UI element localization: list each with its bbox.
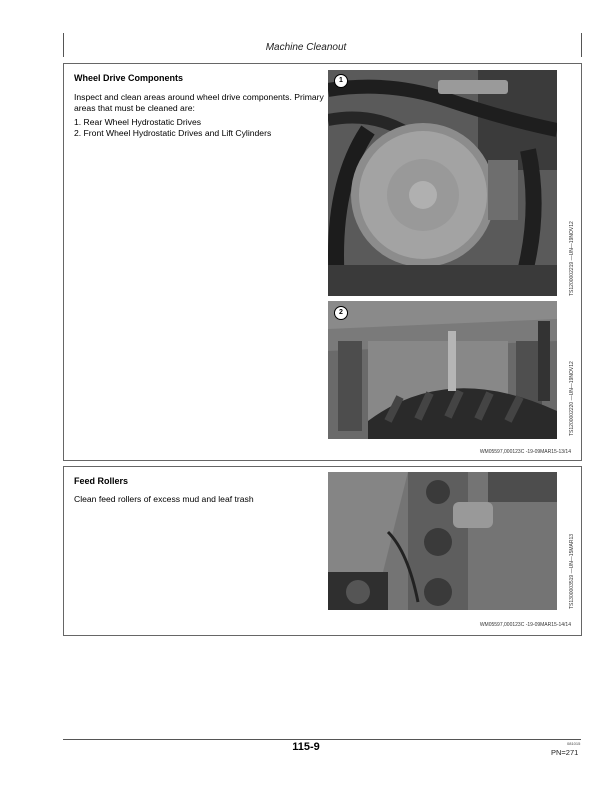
photo1-code: TS1200002219 —UN—19NOV12 — [569, 221, 575, 296]
wheel-drive-list — [74, 117, 271, 138]
wheel-drive-ref: WM05597,000123C -19-09MAR15-13/14 — [479, 449, 571, 455]
feed-rollers-panel — [63, 466, 582, 636]
wheel-drive-panel — [63, 63, 582, 461]
feed-rollers-illustration — [328, 472, 557, 610]
rear-wheel-drive-illustration — [328, 70, 557, 296]
list-item: 2. Front Wheel Hydrostatic Drives and Lift Cylinders — [74, 127, 272, 138]
wheel-drive-heading: Wheel Drive Components — [74, 73, 184, 83]
page-number: 115-9 — [292, 741, 320, 753]
pn-number: PN=271 — [551, 748, 579, 757]
callout-1: 1 — [334, 74, 348, 88]
front-wheel-drive-illustration — [328, 301, 557, 439]
page-header-title: Machine Cleanout — [265, 42, 347, 53]
list-item: 1. Rear Wheel Hydrostatic Drives — [74, 117, 202, 127]
wheel-drive-intro: Inspect and clean areas around wheel drive components. Primary areas that must be cleaned are: — [74, 92, 324, 113]
feed-rollers-text: Clean feed rollers of excess mud and leaf trash — [74, 494, 254, 504]
doc-date: 081015 — [567, 741, 581, 746]
photo2-code: TS1200002220 —UN—19NOV12 — [569, 361, 575, 436]
rear-wheel-drive-photo — [328, 70, 557, 296]
feed-rollers-heading: Feed Rollers — [74, 476, 129, 486]
callout-2: 2 — [334, 306, 348, 320]
feed-rollers-photo-code: TS1300003519 —UN—15MAR13 — [569, 533, 575, 609]
feed-rollers-photo — [328, 472, 557, 610]
front-wheel-drive-photo — [328, 301, 557, 439]
footer-rule — [63, 739, 581, 740]
feed-rollers-ref: WM05597,000123C -19-09MAR15-14/14 — [479, 622, 571, 628]
